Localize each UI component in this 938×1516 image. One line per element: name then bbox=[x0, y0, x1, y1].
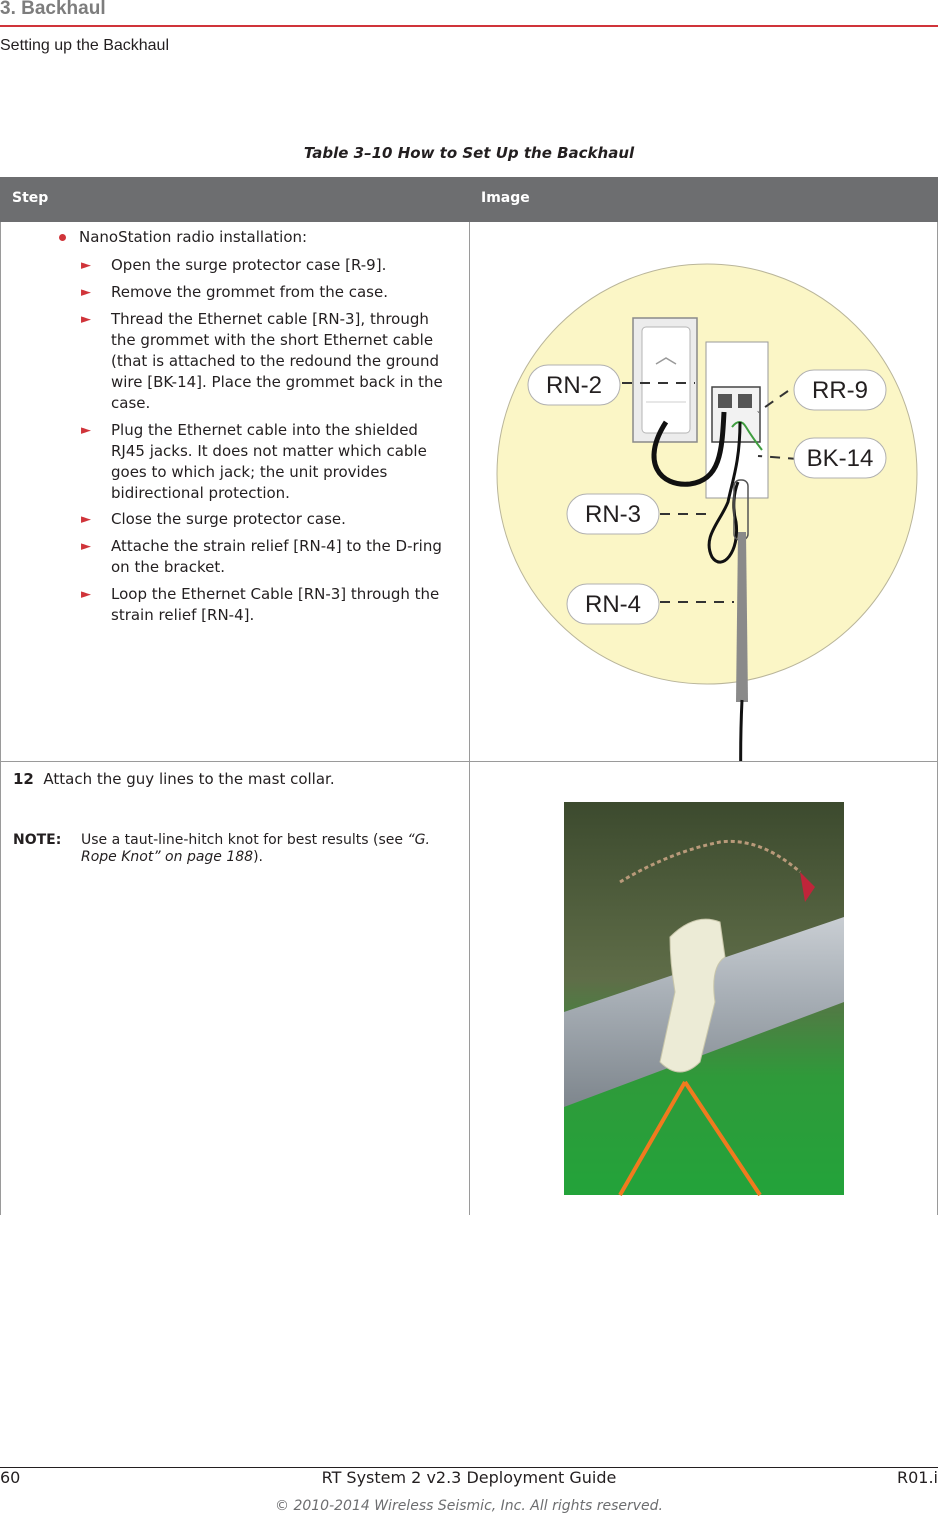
revision: R01.i bbox=[896, 1468, 938, 1487]
cable-tail bbox=[741, 700, 742, 761]
surge-protector-diagram bbox=[470, 222, 938, 761]
arrow-right-icon: ► bbox=[81, 512, 91, 527]
strain-relief bbox=[736, 532, 748, 702]
label-rn4: RN-4 bbox=[584, 591, 642, 618]
copyright: © 2010-2014 Wireless Seismic, Inc. All rights reserved. bbox=[275, 1498, 663, 1514]
arrow-right-icon: ► bbox=[81, 312, 91, 327]
mast-collar-photo bbox=[470, 762, 938, 1215]
step-number: 12 bbox=[13, 770, 34, 788]
image-cell bbox=[470, 762, 938, 1215]
header-step: Step bbox=[12, 190, 49, 206]
note-link[interactable]: “G. Rope Knot” on page 188 bbox=[81, 832, 430, 865]
list-item-text: Thread the Ethernet cable [RN-3], through the grommet with the short Ethernet cable (that is attached to the redound the ground wire [BK-14]. Place the grommet back in the case. bbox=[111, 310, 443, 412]
step-cell bbox=[1, 222, 469, 761]
section-title: Setting up the Backhaul bbox=[0, 37, 170, 54]
header-rule bbox=[0, 25, 938, 27]
label-rn2: RN-2 bbox=[545, 372, 603, 399]
list-item-text: Attache the strain relief [RN-4] to the D-ring on the bracket. bbox=[111, 537, 442, 576]
arrow-right-icon: ► bbox=[81, 258, 91, 273]
bullet-text: NanoStation radio installation: bbox=[79, 228, 308, 246]
step-12 bbox=[13, 769, 335, 790]
rj45-jack bbox=[718, 394, 732, 408]
arrow-right-icon: ► bbox=[81, 539, 91, 554]
arrow-right-icon: ► bbox=[81, 423, 91, 438]
backhaul-table bbox=[0, 177, 938, 1215]
table-row bbox=[0, 222, 938, 762]
arrow-right-icon: ► bbox=[81, 587, 91, 602]
bullet-icon bbox=[59, 234, 66, 241]
list-item-text: Close the surge protector case. bbox=[111, 510, 346, 528]
note-body: Use a taut-line-hitch knot for best results (see bbox=[81, 832, 408, 848]
arrow-right-icon: ► bbox=[81, 285, 91, 300]
list-item-text: Open the surge protector case [R-9]. bbox=[111, 256, 387, 274]
label-bk14: BK-14 bbox=[806, 445, 874, 472]
header-image: Image bbox=[481, 190, 530, 206]
guide-title: RT System 2 v2.3 Deployment Guide bbox=[321, 1468, 617, 1487]
list-item-text: Plug the Ethernet cable into the shielded RJ45 jacks. It does not matter which cable goes to which jack; the unit provides bidirectional protection. bbox=[111, 421, 427, 502]
chapter-title: 3. Backhaul bbox=[0, 0, 106, 19]
step-cell bbox=[1, 762, 469, 1215]
label-rr9: RR-9 bbox=[811, 377, 869, 404]
step-text: Attach the guy lines to the mast collar. bbox=[43, 770, 335, 788]
image-cell bbox=[470, 222, 938, 761]
table-title: Table 3–10 How to Set Up the Backhaul bbox=[303, 144, 635, 162]
page-number: 60 bbox=[0, 1468, 21, 1487]
note-text bbox=[81, 832, 461, 866]
rj45-jack bbox=[738, 394, 752, 408]
table-row bbox=[0, 762, 938, 1215]
list-item-text: Remove the grommet from the case. bbox=[111, 283, 388, 301]
list-item-text: Loop the Ethernet Cable [RN-3] through the strain relief [RN-4]. bbox=[111, 585, 440, 624]
table-header bbox=[0, 177, 938, 222]
label-rn3: RN-3 bbox=[584, 501, 642, 528]
note-end: ). bbox=[253, 849, 264, 865]
note-label: NOTE: bbox=[13, 832, 62, 848]
nanostation-face bbox=[642, 327, 690, 433]
